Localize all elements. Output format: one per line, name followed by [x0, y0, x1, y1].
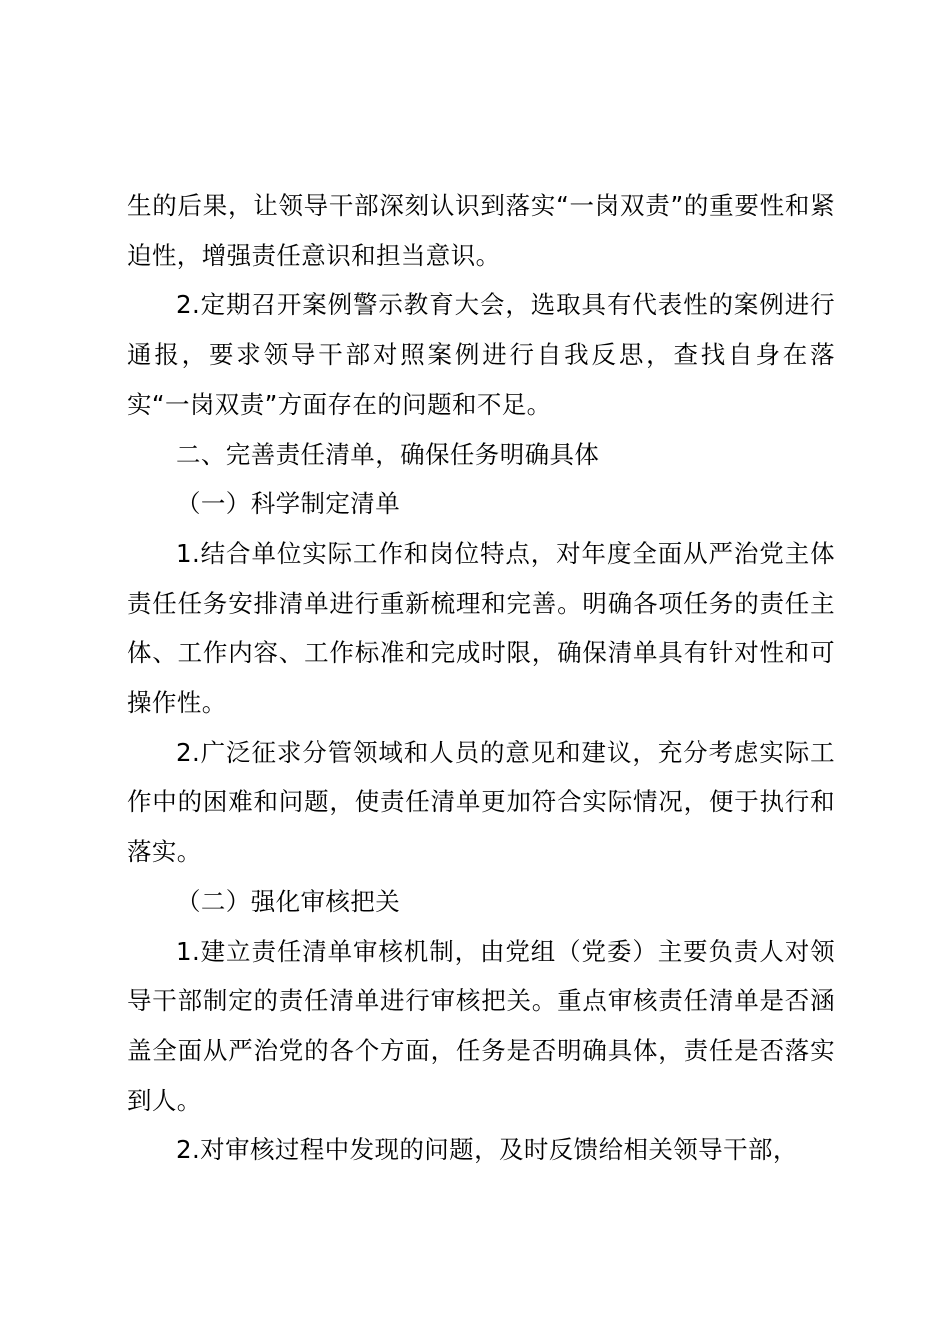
- paragraph-case-warning: 2.定期召开案例警示教育大会，选取具有代表性的案例进行通报，要求领导干部对照案例进行自我反思，查找自身在落实“一岗双责”方面存在的问题和不足。: [127, 290, 835, 419]
- paragraph-review-mechanism: 1.建立责任清单审核机制，由党组（党委）主要负责人对领导干部制定的责任清单进行审核把关。重点审核责任清单是否涵盖全面从严治党的各个方面，任务是否明确具体，责任是否落实到人。: [127, 936, 835, 1115]
- paragraph-continuation: 生的后果，让领导干部深刻认识到落实“一岗双责”的重要性和紧迫性，增强责任意识和担当意识。: [127, 191, 835, 270]
- paragraph-solicit-opinions: 2.广泛征求分管领域和人员的意见和建议，充分考虑实际工作中的困难和问题，使责任清单更加符合实际情况，便于执行和落实。: [127, 737, 835, 867]
- document-body: [127, 181, 835, 1175]
- paragraph-list-formulation: 1.结合单位实际工作和岗位特点，对年度全面从严治党主体责任任务安排清单进行重新梳理和完善。明确各项任务的责任主体、工作内容、工作标准和完成时限，确保清单具有针对性和可操作性。: [127, 538, 835, 718]
- section-heading-2: 二、完善责任清单，确保任务明确具体: [176, 439, 600, 469]
- paragraph-feedback: 2.对审核过程中发现的问题，及时反馈给相关领导干部，: [176, 1135, 798, 1165]
- subsection-heading-1: （一）科学制定清单: [176, 489, 401, 519]
- subsection-heading-2: （二）强化审核把关: [176, 886, 401, 916]
